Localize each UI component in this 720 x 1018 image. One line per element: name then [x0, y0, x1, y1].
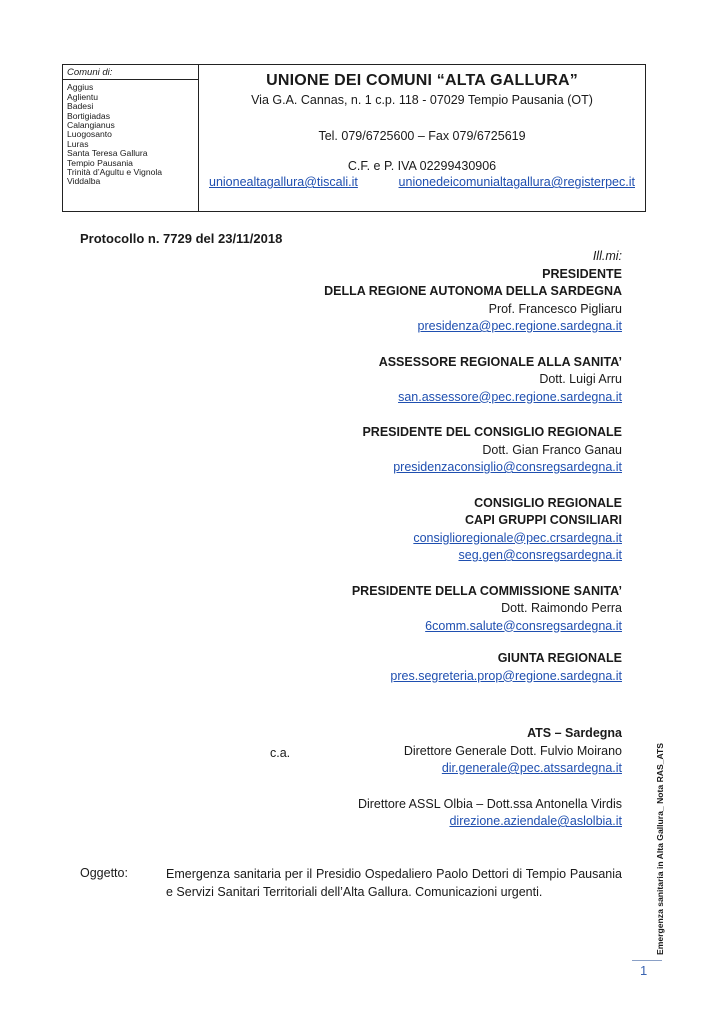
consiglio-email-link[interactable]: consiglioregionale@pec.crsardegna.it: [413, 530, 622, 545]
comune-item: Aglientu: [67, 91, 99, 102]
comune-item: Santa Teresa Gallura: [67, 148, 148, 159]
union-email-link[interactable]: unionealtagallura@tiscali.it: [209, 175, 358, 189]
ats-title: ATS – Sardegna: [527, 726, 622, 740]
salutation: Ill.mi:: [592, 249, 622, 263]
presidente-title-line2: DELLA REGIONE AUTONOMA DELLA SARDEGNA: [324, 284, 622, 298]
page-number: 1: [640, 963, 648, 978]
assessore-email-link[interactable]: san.assessore@pec.regione.sardegna.it: [398, 389, 622, 404]
ca-label: c.a.: [270, 746, 291, 760]
presidente-title-line1: PRESIDENTE: [542, 266, 622, 281]
side-note: [655, 705, 669, 955]
commissione-email-link[interactable]: 6comm.salute@consregsardegna.it: [425, 618, 622, 633]
union-pec-link[interactable]: unionedeicomunialtagallura@registerpec.it: [398, 175, 635, 189]
presidente-email-link[interactable]: presidenza@pec.regione.sardegna.it: [417, 319, 622, 333]
comune-item: Badesi: [67, 101, 94, 112]
union-emails: [199, 175, 645, 189]
comune-item: Aggius: [67, 82, 94, 93]
consiglio-title-line1: CONSIGLIO REGIONALE: [474, 495, 622, 510]
assessore-name: Dott. Luigi Arru: [539, 372, 622, 386]
comune-item: Tempio Pausania: [67, 157, 133, 168]
union-address: Via G.A. Cannas, n. 1 c.p. 118 - 07029 Tempio Pausania (OT): [251, 93, 593, 107]
consiglio-presidente-title: PRESIDENTE DEL CONSIGLIO REGIONALE: [362, 425, 622, 439]
comune-item: Calangianus: [67, 120, 115, 131]
recipients-block: [182, 248, 622, 831]
page-divider: [632, 960, 662, 961]
assessore-title: ASSESSORE REGIONALE ALLA SANITA’: [378, 354, 622, 369]
giunta-title: GIUNTA REGIONALE: [497, 651, 622, 665]
letterhead: [62, 64, 646, 212]
comuni-list: [63, 65, 199, 211]
commissione-title: PRESIDENTE DELLA COMMISSIONE SANITA’: [351, 583, 622, 598]
comune-item: Luras: [67, 138, 89, 149]
ats-director-name: Direttore Generale Dott. Fulvio Moirano: [403, 743, 622, 758]
comune-item: Trinità d’Agultu e Vignola: [67, 167, 163, 178]
subject-text: Emergenza sanitaria per il Presidio Ospedaliero Paolo Dettori di Tempio Pausania e Servizi Sanitari Territoriali dell’Alta Gallura. Comunicazioni urgenti.: [166, 867, 622, 899]
union-name: UNIONE DEI COMUNI “ALTA GALLURA”: [266, 72, 578, 89]
subject-label: Oggetto:: [80, 866, 128, 880]
ats-email-link[interactable]: dir.generale@pec.atssardegna.it: [441, 761, 622, 775]
comuni-title: Comuni di:: [63, 68, 198, 80]
assl-director-name: Direttore ASSL Olbia – Dott.ssa Antonella Virdis: [357, 796, 622, 811]
consiglio-presidente-name: Dott. Gian Franco Ganau: [482, 442, 622, 457]
union-tel-fax: Tel. 079/6725600 – Fax 079/6725619: [318, 129, 526, 143]
commissione-name: Dott. Raimondo Perra: [501, 601, 622, 615]
assl-email-link[interactable]: direzione.aziendale@aslolbia.it: [449, 814, 622, 828]
giunta-email-link[interactable]: pres.segreteria.prop@regione.sardegna.it: [390, 668, 622, 683]
union-info: [199, 65, 645, 211]
protocol-number: Protocollo n. 7729 del 23/11/2018: [80, 231, 283, 246]
consiglio-presidente-email-link[interactable]: presidenzaconsiglio@consregsardegna.it: [393, 460, 622, 474]
comune-item: Luogosanto: [67, 129, 112, 140]
comune-item: Bortigiadas: [67, 110, 110, 121]
presidente-name: Prof. Francesco Pigliaru: [488, 301, 622, 316]
consiglio-title-line2: CAPI GRUPPI CONSILIARI: [465, 513, 622, 527]
side-note-text: Emergenza sanitaria in Alta Gallura_ Nota RAS_ATS: [655, 742, 665, 955]
segreteria-email-link[interactable]: seg.gen@consregsardegna.it: [458, 548, 622, 562]
union-cf-iva: C.F. e P. IVA 02299430906: [347, 159, 497, 173]
comune-item: Viddalba: [67, 176, 101, 187]
